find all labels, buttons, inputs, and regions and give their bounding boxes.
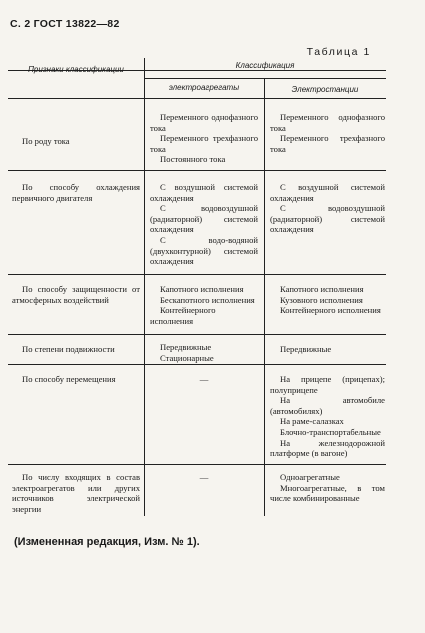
row-rule	[8, 334, 386, 335]
stations-cell	[270, 472, 385, 504]
row-rule	[8, 464, 386, 465]
page-header: С. 2 ГОСТ 13822—82	[10, 18, 120, 30]
value-text: С воздушной системой охлаждения	[150, 182, 258, 203]
table-caption: Таблица 1	[306, 46, 371, 58]
value-text: Контейнерного исполнения	[280, 305, 381, 316]
aggregates-cell	[150, 374, 258, 385]
criterion-text: По роду тока	[22, 136, 70, 146]
criterion-text: По способу перемещения	[22, 374, 116, 384]
value-text: На автомобиле (автомобилях)	[270, 395, 385, 416]
aggregates-cell	[150, 284, 258, 326]
table-row-mobility	[12, 344, 140, 355]
row-rule	[8, 170, 386, 171]
value-text: Постоянного тока	[160, 154, 226, 165]
table-row-current-type	[12, 136, 140, 147]
value-text: Передвижные	[280, 344, 332, 354]
table-row-protection	[12, 284, 140, 305]
table-row-composition	[12, 472, 140, 514]
header-aggregates: электроагрегаты	[168, 83, 240, 92]
value-text: С водовоздушной (радиаторной) системой охлаждения	[270, 203, 385, 235]
value-text: Передвижные	[160, 342, 212, 352]
row-rule	[8, 274, 386, 275]
dash-text: —	[199, 374, 209, 384]
stations-cell	[270, 374, 385, 459]
value-text: Переменного однофазного тока	[270, 112, 385, 133]
criterion-text: По способу охлаждения первичного двигателя	[12, 182, 140, 203]
value-text: Переменного трехфазного тока	[150, 133, 258, 154]
dash-text: —	[199, 472, 209, 482]
value-text: С водо-водяной (двухконтурной) системой охлаждения	[150, 234, 258, 267]
value-text: Переменного трехфазного тока	[270, 133, 385, 154]
stations-cell	[270, 344, 385, 355]
header-classification: Классификация	[235, 61, 295, 70]
value-text: На раме-салазках	[280, 416, 344, 427]
table-row-cooling	[12, 182, 140, 203]
criterion-text: По числу входящих в состав электроагрегатов или других источников электрической энергии	[12, 472, 140, 514]
value-text: Кузовного исполнения	[280, 294, 363, 305]
value-text: На прицепе (прицепах); полуприцепе	[270, 374, 385, 395]
value-text: Переменного однофазного тока	[150, 112, 258, 133]
aggregates-cell	[150, 472, 258, 483]
row-rule	[8, 364, 386, 365]
value-text: На железнодорожной платформе (в вагоне)	[270, 437, 385, 459]
column-divider-2	[264, 78, 265, 516]
criterion-text: По способу защищенности от атмосферных воздействий	[12, 284, 140, 305]
aggregates-cell	[150, 182, 258, 267]
stations-cell	[270, 182, 385, 235]
header-stations: Электростанции	[291, 85, 359, 94]
amendment-note: (Измененная редакция, Изм. № 1).	[14, 536, 200, 548]
value-text: Блочно-транспортабельные	[280, 426, 381, 437]
stations-cell	[270, 284, 385, 316]
header-criteria: Признаки классификации	[28, 65, 124, 74]
classification-table	[8, 58, 386, 516]
value-text: Контейнерного исполнения	[150, 305, 216, 326]
classification-rule	[144, 78, 386, 79]
stations-cell	[270, 112, 385, 154]
criterion-text: По степени подвижности	[22, 344, 115, 354]
value-text: Одноагрегатные	[280, 472, 340, 482]
value-text: Многоагрегатные, в том числе комбинированные	[270, 482, 385, 504]
aggregates-cell	[150, 112, 258, 165]
value-text: Бескапотного исполнения	[160, 294, 255, 305]
value-text: Капотного исполнения	[280, 284, 364, 294]
table-row-transport	[12, 374, 140, 385]
header-bottom-rule	[8, 98, 386, 99]
value-text: Капотного исполнения	[160, 284, 244, 294]
value-text: С воздушной системой охлаждения	[270, 182, 385, 203]
aggregates-cell	[150, 342, 258, 363]
value-text: С водовоздушной (радиаторной) системой охлаждения	[150, 203, 258, 235]
column-divider-1	[144, 58, 145, 516]
value-text: Стационарные	[160, 352, 214, 363]
